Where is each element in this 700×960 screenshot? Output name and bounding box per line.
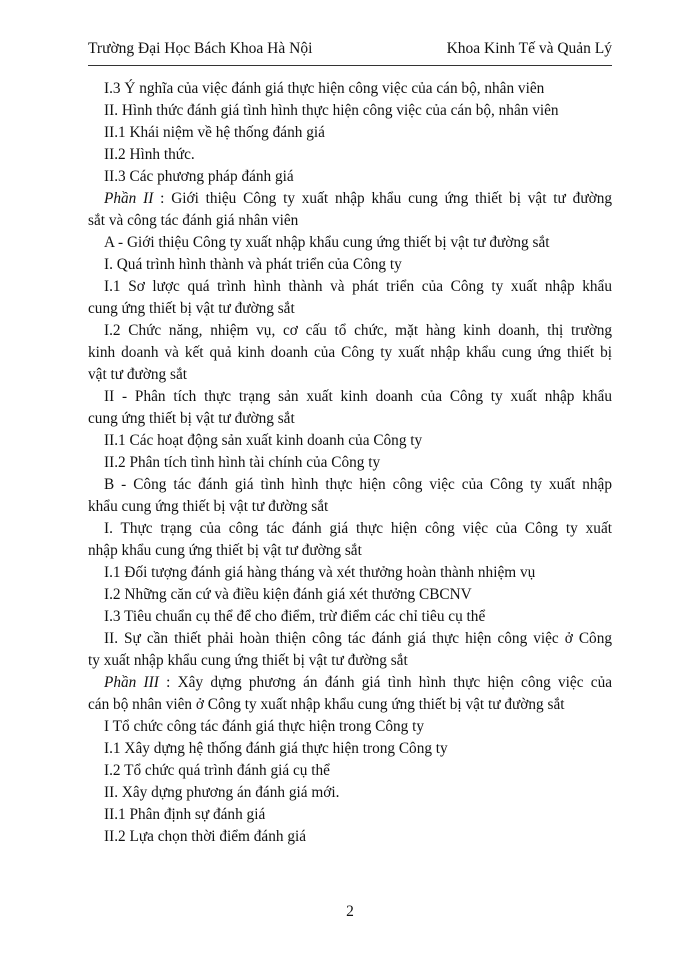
toc-line-text: II.2 Lựa chọn thời điểm đánh giá: [104, 828, 307, 845]
toc-line-text: khẩu cung ứng thiết bị vật tư đường sắt: [88, 498, 329, 515]
toc-line-text: II.1 Khái niệm về hệ thống đánh giá: [104, 124, 325, 141]
toc-line-text: cán bộ nhân viên ở Công ty xuất nhập khẩu cung ứng thiết bị vật tư đường sắt: [88, 696, 565, 713]
toc-line: [88, 122, 612, 144]
toc-line: [88, 298, 612, 320]
toc-line: [88, 518, 612, 540]
toc-line-text: I Tổ chức công tác đánh giá thực hiện trong Công ty: [104, 718, 425, 735]
toc-line-text: A - Giới thiệu Công ty xuất nhập khẩu cung ứng thiết bị vật tư đường sắt: [104, 234, 550, 251]
toc-line-text: I.3 Tiêu chuẩn cụ thể để cho điểm, trừ điểm các chỉ tiêu cụ thể: [104, 608, 486, 625]
toc-line: [88, 210, 612, 232]
part-label: Phần II: [104, 190, 154, 207]
part-label: Phần III: [104, 674, 159, 691]
toc-line-text: I.1 Đối tượng đánh giá hàng tháng và xét thưởng hoàn thành nhiệm vụ: [104, 564, 536, 581]
toc-line: [88, 254, 612, 276]
toc-line-text: II. Xây dựng phương án đánh giá mới.: [104, 784, 340, 801]
toc-line-text: II.2 Hình thức.: [104, 146, 195, 163]
toc-line: [88, 386, 612, 408]
toc-line-text: I. Thực trạng của công tác đánh giá thực hiện công việc của Công ty xuất: [104, 520, 612, 537]
toc-line: [88, 144, 612, 166]
toc-line: [88, 694, 612, 716]
toc-line-text: I.2 Tổ chức quá trình đánh giá cụ thể: [104, 762, 330, 779]
toc-line-text: II.2 Phân tích tình hình tài chính của Công ty: [104, 454, 381, 471]
toc-line-text: nhập khẩu cung ứng thiết bị vật tư đường sắt: [88, 542, 362, 559]
toc-line: [88, 100, 612, 122]
toc-line: [88, 540, 612, 562]
toc-line: [88, 716, 612, 738]
header-rule: [88, 65, 612, 66]
toc-line-text: I.2 Chức năng, nhiệm vụ, cơ cấu tổ chức, mặt hàng kinh doanh, thị trường: [104, 322, 612, 339]
toc-line-text: I.1 Xây dựng hệ thống đánh giá thực hiện trong Công ty: [104, 740, 448, 757]
toc-line-text: II. Hình thức đánh giá tình hình thực hiện công việc của cán bộ, nhân viên: [104, 102, 559, 119]
toc-line: [88, 584, 612, 606]
toc-line-text: I.1 Sơ lược quá trình hình thành và phát triển của Công ty xuất nhập khẩu: [104, 278, 612, 295]
toc-line: [88, 78, 612, 100]
toc-line: [88, 760, 612, 782]
toc-line: [88, 782, 612, 804]
toc-line-text: kinh doanh và kết quả kinh doanh của Công ty xuất nhập khẩu cung ứng thiết bị: [88, 344, 612, 361]
toc-line-text: : Giới thiệu Công ty xuất nhập khẩu cung ứng thiết bị vật tư đường: [153, 190, 612, 207]
toc-line: [88, 276, 612, 298]
page-header: [88, 40, 612, 58]
toc-line: [88, 430, 612, 452]
toc-line-text: I.2 Những căn cứ và điều kiện đánh giá xét thưởng CBCNV: [104, 586, 472, 603]
toc-line-text: II.3 Các phương pháp đánh giá: [104, 168, 294, 185]
toc-line: [88, 408, 612, 430]
toc-line-text: II. Sự cần thiết phải hoàn thiện công tác đánh giá thực hiện công việc ở Công: [104, 630, 612, 647]
toc-line: [88, 606, 612, 628]
toc-line: [88, 342, 612, 364]
header-faculty: Khoa Kinh Tế và Quản Lý: [446, 40, 612, 57]
toc-line: [88, 826, 612, 848]
toc-line: [88, 562, 612, 584]
page-number: 2: [346, 903, 354, 920]
toc-line: [88, 496, 612, 518]
toc-line: [88, 320, 612, 342]
toc-line-text: II.1 Các hoạt động sản xuất kinh doanh của Công ty: [104, 432, 423, 449]
toc-line: [88, 628, 612, 650]
toc-line: [88, 364, 612, 386]
toc-line-text: cung ứng thiết bị vật tư đường sắt: [88, 300, 295, 317]
toc-line-text: vật tư đường sắt: [88, 366, 188, 383]
header-school: Trường Đại Học Bách Khoa Hà Nội: [88, 40, 313, 57]
toc-line: [88, 738, 612, 760]
toc-line-text: B - Công tác đánh giá tình hình thực hiện công việc của Công ty xuất nhập: [104, 476, 612, 493]
toc-line: [88, 474, 612, 496]
toc-line-text: I.3 Ý nghĩa của việc đánh giá thực hiện công việc của cán bộ, nhân viên: [104, 80, 545, 97]
toc-line: [88, 672, 612, 694]
toc-line-text: : Xây dựng phương án đánh giá tình hình thực hiện công việc của: [158, 674, 613, 691]
toc-line: [88, 232, 612, 254]
table-of-contents: [88, 78, 612, 848]
toc-line-text: sắt và công tác đánh giá nhân viên: [88, 212, 299, 229]
toc-line: [88, 452, 612, 474]
toc-line: [88, 804, 612, 826]
toc-line-text: ty xuất nhập khẩu cung ứng thiết bị vật tư đường sắt: [88, 652, 408, 669]
toc-line: [88, 650, 612, 672]
toc-line-text: cung ứng thiết bị vật tư đường sắt: [88, 410, 295, 427]
toc-line-text: II.1 Phân định sự đánh giá: [104, 806, 266, 823]
toc-line: [88, 166, 612, 188]
toc-line: [88, 188, 612, 210]
toc-line-text: I. Quá trình hình thành và phát triển của Công ty: [104, 256, 402, 273]
toc-line-text: II - Phân tích thực trạng sản xuất kinh doanh của Công ty xuất nhập khẩu: [104, 388, 612, 405]
